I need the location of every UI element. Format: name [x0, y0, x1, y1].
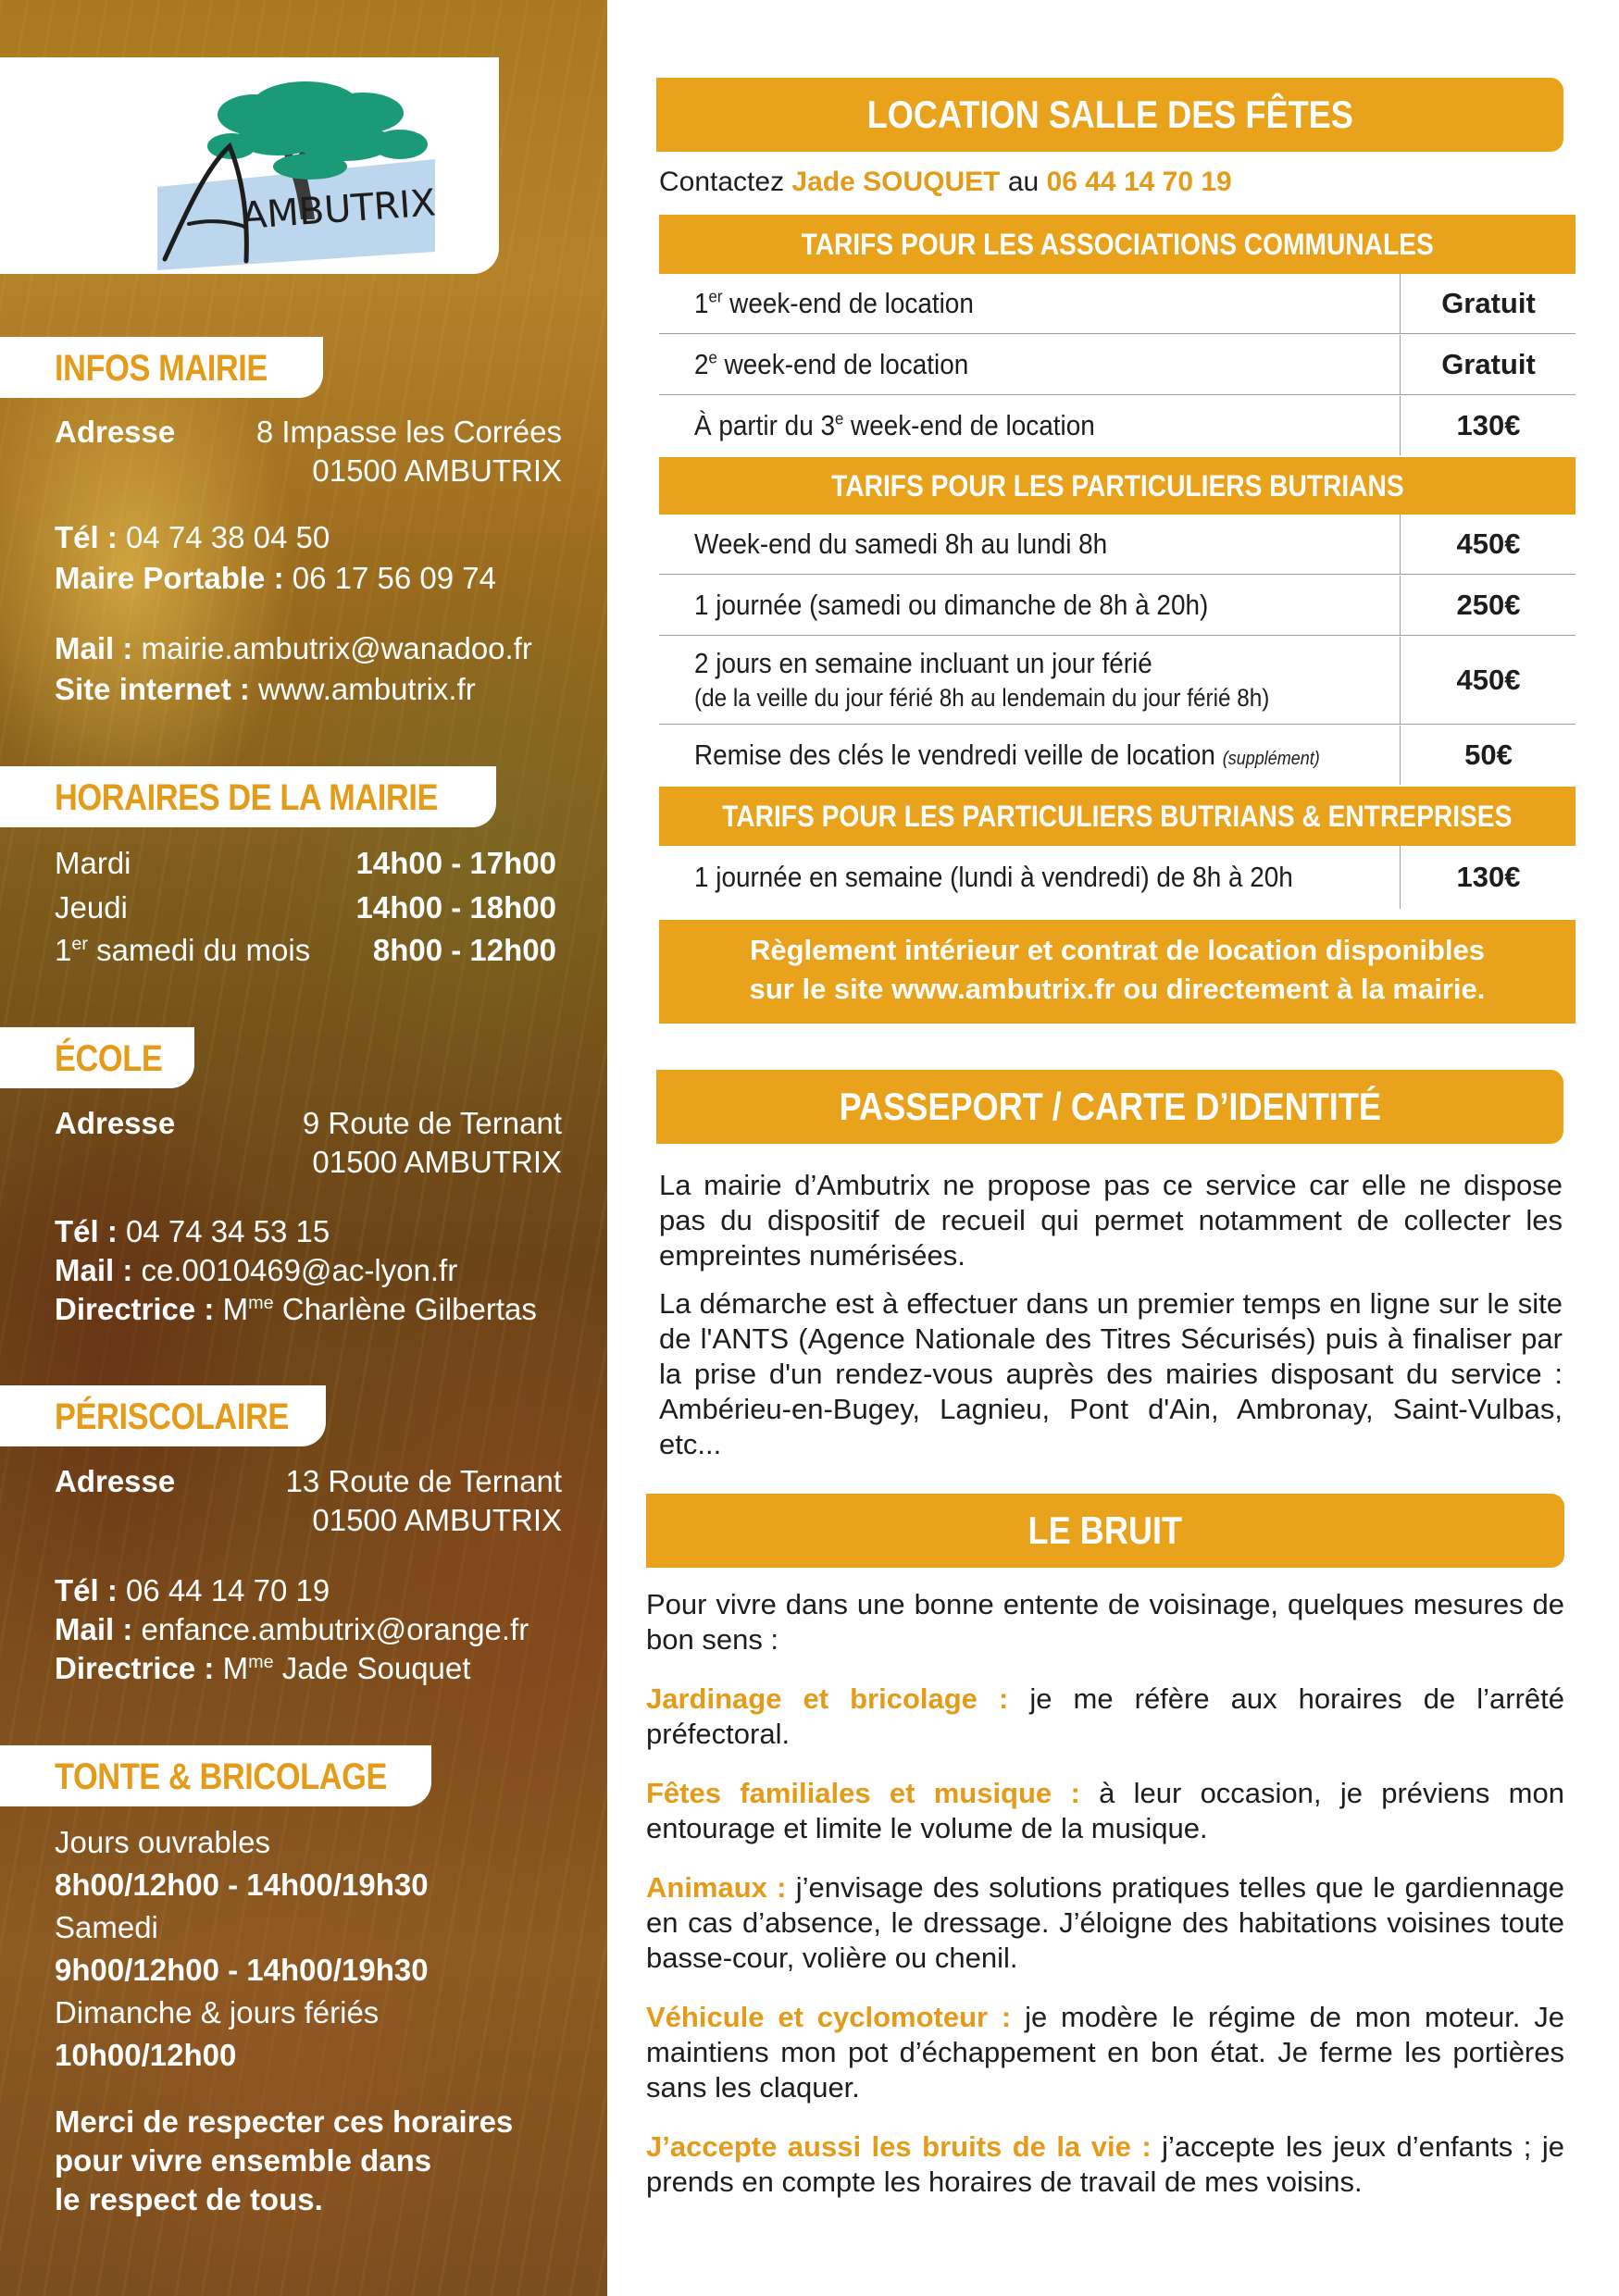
- logo-card: [0, 57, 499, 274]
- table-row: À partir du 3e week-end de location 130€: [659, 396, 1575, 455]
- price-value: Gratuit: [1400, 335, 1576, 394]
- ecole-address-line1: 9 Route de Ternant: [302, 1106, 562, 1140]
- mairie-address-line2: 01500 AMBUTRIX: [312, 453, 562, 488]
- ecole-tel: Tél : 04 74 34 53 15: [55, 1214, 330, 1248]
- mairie-mobile: Maire Portable : 06 17 56 09 74: [55, 561, 496, 595]
- tonte-line: Dimanche & jours fériés: [55, 1995, 380, 2029]
- price-value: 50€: [1400, 726, 1576, 785]
- tonte-note: pour vivre ensemble dans: [55, 2143, 432, 2178]
- tonte-tab: [0, 1745, 431, 1806]
- tonte-line: Samedi: [55, 1910, 158, 1944]
- horaires-title: HORAIRES DE LA MAIRIE: [55, 777, 438, 818]
- price-value: 130€: [1400, 846, 1576, 909]
- peri-directrice: Directrice : $M^{me}$ Jade Souquet: [55, 1651, 471, 1685]
- tonte-note: le respect de tous.: [55, 2182, 323, 2216]
- peri-address-label: Adresse: [55, 1464, 176, 1498]
- bruit-item: Fêtes familiales et musique : à leur occasion, je préviens mon entourage et limite le volume de la musique.: [646, 1777, 1564, 1844]
- bruit-item: J’accepte aussi les bruits de la vie : j’accepte les jeux d’enfants ; je prends en compte les horaires de travail de mes voisins.: [646, 2130, 1564, 2198]
- horaires-hours: 14h00 - 17h00: [355, 846, 556, 880]
- periscolaire-tab: [0, 1385, 326, 1446]
- infos-mairie-tab: [0, 337, 323, 398]
- bruit-item: Animaux : j’envisage des solutions pratiques telles que le gardiennage en cas d’absence, le dressage. J’éloigne des habitations voisines toute basse-cour, volière ou chenil.: [646, 1871, 1564, 1974]
- tonte-hours: 9h00/12h00 - 14h00/19h30: [55, 1953, 429, 1987]
- price-value: Gratuit: [1400, 274, 1576, 333]
- location-title: LOCATION SALLE DES FÊTES: [866, 93, 1353, 136]
- price-value: 450€: [1400, 637, 1576, 724]
- passeport-title: PASSEPORT / CARTE D’IDENTITÉ: [839, 1085, 1381, 1128]
- tonte-note: Merci de respecter ces horaires: [55, 2104, 514, 2139]
- assoc-tarifs-header: TARIFS POUR LES ASSOCIATIONS COMMUNALES: [659, 215, 1575, 274]
- tonte-line: Jours ouvrables: [55, 1825, 270, 1859]
- ecole-directrice: Directrice : $M^{me}$ Charlène Gilbertas: [55, 1292, 537, 1326]
- location-header: [656, 78, 1563, 152]
- contact-name: Jade SOUQUET: [791, 167, 1001, 197]
- table-row: 1er week-end de location Gratuit: [659, 274, 1575, 334]
- peri-address-line1: 13 Route de Ternant: [285, 1464, 562, 1498]
- bruit-title: LE BRUIT: [1027, 1508, 1183, 1552]
- ambutrix-logo: [0, 57, 499, 274]
- horaires-day: 1er samedi du mois: [55, 933, 311, 967]
- bruit-text: [646, 1587, 1564, 2200]
- contact-phone: 06 44 14 70 19: [1046, 167, 1232, 197]
- ecole-address-line2: 01500 AMBUTRIX: [312, 1145, 562, 1179]
- price-value: 450€: [1400, 515, 1576, 574]
- table-row: 2e week-end de location Gratuit: [659, 335, 1575, 395]
- passeport-text: La mairie d’Ambutrix ne propose pas ce service car elle ne dispose pas du dispositif de recueil qui permet notamment de collecter les empreintes numérisées. La démarche est à effectuer dans un premier temps en ligne sur le site de l'ANTS (Agence Nationale des Titres Sécurisés) puis à finaliser par la prise d'un rendez-vous auprès des mairies disposant du service : Ambérieu-en-Bugey, Lagnieu, Pont d'Ain, Ambronay, Saint-Vulbas, etc...: [659, 1169, 1563, 1460]
- mairie-address-label: Adresse: [55, 415, 176, 449]
- location-contact: Contactez Jade SOUQUET au 06 44 14 70 19: [659, 167, 1232, 197]
- ecole-title: ÉCOLE: [55, 1038, 163, 1079]
- peri-tel: Tél : 06 44 14 70 19: [55, 1573, 330, 1607]
- part-tarifs-header: TARIFS POUR LES PARTICULIERS BUTRIANS: [659, 457, 1575, 515]
- table-row: 2 jours en semaine incluant un jour férié (de la veille du jour férié 8h au lendemain du jour férié 8h) 450€: [659, 637, 1575, 725]
- bruit-header: [646, 1494, 1564, 1568]
- tonte-hours: 10h00/12h00: [55, 2038, 237, 2072]
- logo-wordmark: AMBUTRIX: [240, 181, 438, 238]
- mairie-site: Site internet : www.ambutrix.fr: [55, 672, 476, 706]
- reglement-note: Règlement intérieur et contrat de location disponibles sur le site www.ambutrix.fr ou directement à la mairie.: [659, 920, 1575, 1024]
- ecole-tab: [0, 1027, 194, 1088]
- mairie-address-line1: 8 Impasse les Corrées: [255, 415, 562, 449]
- horaires-hours: 8h00 - 12h00: [372, 933, 556, 967]
- bruit-item: Véhicule et cyclomoteur : je modère le régime de mon moteur. Je maintiens mon pot d’échappement en bon état. Je ferme les portières sans les claquer.: [646, 2001, 1565, 2104]
- horaires-tab: [0, 766, 496, 827]
- infos-mairie-title: INFOS MAIRIE: [55, 348, 268, 389]
- passeport-header: [656, 1070, 1563, 1144]
- price-value: 250€: [1400, 576, 1576, 635]
- horaires-day: Mardi: [55, 846, 131, 880]
- peri-mail: Mail : enfance.ambutrix@orange.fr: [55, 1612, 529, 1646]
- table-row: Week-end du samedi 8h au lundi 8h 450€: [659, 515, 1575, 575]
- price-value: 130€: [1400, 396, 1576, 455]
- table-row: Remise des clés le vendredi veille de location (supplément) 50€: [659, 726, 1575, 785]
- ecole-mail: Mail : ce.0010469@ac-lyon.fr: [55, 1253, 458, 1287]
- ecole-address-label: Adresse: [55, 1106, 176, 1140]
- tonte-title: TONTE & BRICOLAGE: [55, 1756, 387, 1797]
- mairie-mail: Mail : mairie.ambutrix@wanadoo.fr: [55, 631, 532, 665]
- horaires-hours: 14h00 - 18h00: [355, 890, 556, 925]
- bruit-intro: Pour vivre dans une bonne entente de voisinage, quelques mesures de bon sens :: [646, 1588, 1564, 1656]
- left-sidebar: [0, 0, 607, 2296]
- table-row: 1 journée en semaine (lundi à vendredi) de 8h à 20h 130€: [659, 846, 1575, 909]
- horaires-day: Jeudi: [55, 890, 128, 925]
- peri-address-line2: 01500 AMBUTRIX: [312, 1503, 562, 1537]
- bruit-item: Jardinage et bricolage : je me réfère aux horaires de l’arrêté préfectoral.: [646, 1682, 1564, 1750]
- mairie-tel: Tél : 04 74 38 04 50: [55, 520, 330, 554]
- table-row: 1 journée (samedi ou dimanche de 8h à 20h) 250€: [659, 576, 1575, 636]
- ent-tarifs-header: TARIFS POUR LES PARTICULIERS BUTRIANS & ENTREPRISES: [659, 787, 1575, 846]
- tonte-hours: 8h00/12h00 - 14h00/19h30: [55, 1868, 429, 1902]
- periscolaire-title: PÉRISCOLAIRE: [55, 1396, 289, 1437]
